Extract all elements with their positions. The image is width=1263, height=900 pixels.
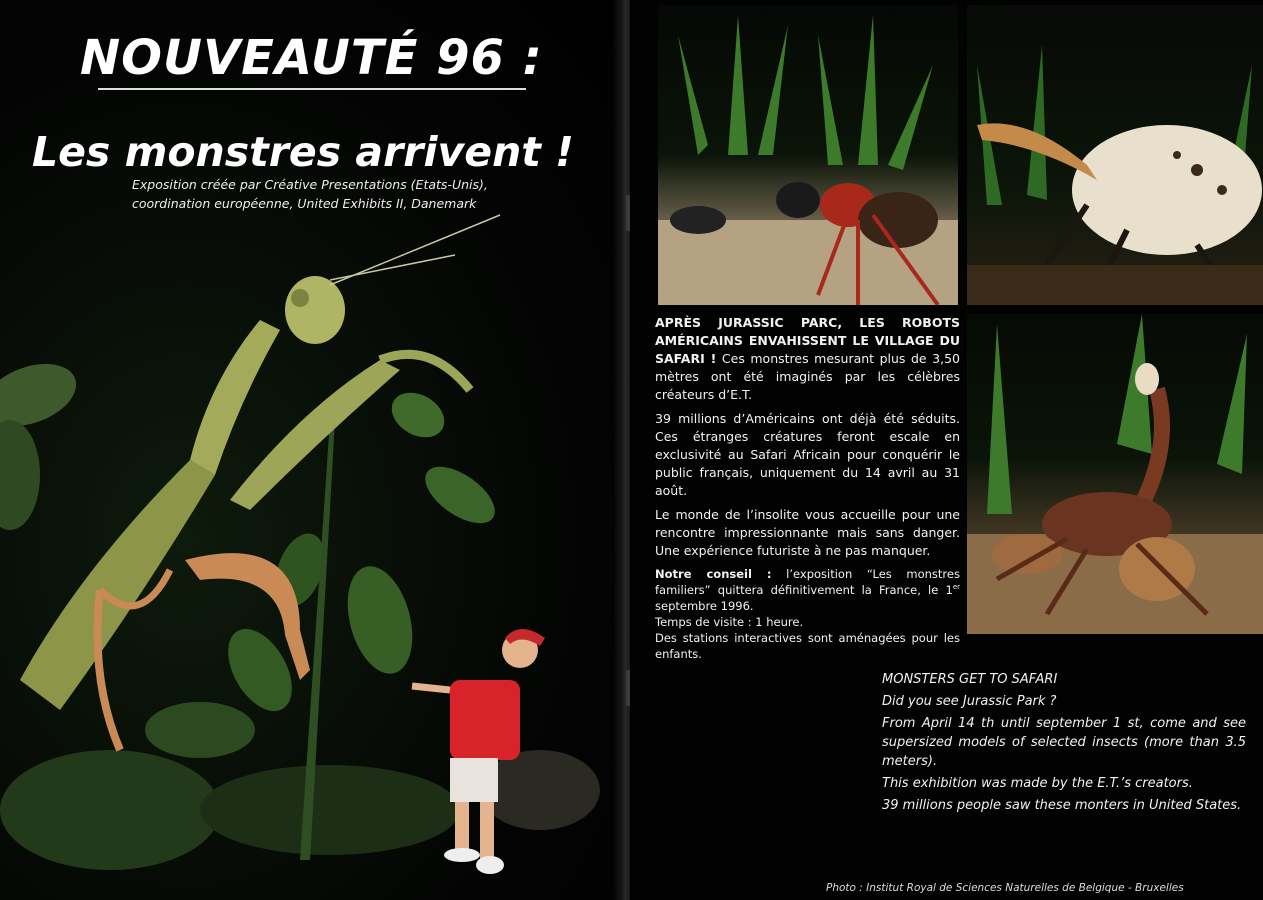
credit-line-2: coordination européenne, United Exhibits II, Danemark (132, 196, 477, 211)
headline: NOUVEAUTÉ 96 : (80, 30, 543, 86)
photo-credit: Photo : Institut Royal de Sciences Naturelles de Belgique - Bruxelles (826, 882, 1184, 894)
subheadline: Les monstres arrivent ! (32, 128, 574, 176)
headline-underline (98, 88, 526, 90)
french-lead-bold: APRÈS JURASSIC PARC, LES ROBOTS AMÉRICAINS ENVAHISSENT LE VILLAGE DU SAFARI ! (655, 315, 960, 366)
english-line-2: From April 14 th until september 1 st, come and see supersized models of selected insects (more than 3.5 meters). (882, 716, 1246, 769)
french-para-2: 39 millions d’Américains ont déjà été séduits. Ces étranges créatures feront escale en exclusivité au Safari Africain pour conquérir le public français, uniquement du 14 avril au 31 août. (655, 411, 960, 498)
french-conseil (655, 566, 960, 614)
stations-note: Des stations interactives sont aménagées pour les enfants. (655, 631, 960, 661)
english-line-1: Did you see Jurassic Park ? (882, 694, 1057, 709)
conseil-sup: er (952, 583, 960, 592)
conseil-text-a: l’exposition “Les monstres familiers” quittera définitivement la France, le 1 (655, 567, 960, 597)
french-article (655, 314, 960, 662)
scorpion-photo (967, 314, 1263, 634)
left-page (0, 0, 622, 900)
praying-mantis-illustration (0, 210, 620, 900)
exhibition-credit (132, 175, 488, 213)
ants-photo (658, 5, 958, 305)
scorpion-illustration (967, 314, 1263, 634)
english-summary (882, 670, 1246, 818)
english-line-4: 39 millions people saw these monters in United States. (882, 798, 1242, 813)
beetle-photo (967, 5, 1263, 305)
english-title: MONSTERS GET TO SAFARI (882, 672, 1058, 687)
conseil-label: Notre conseil : (655, 567, 772, 581)
beetle-illustration (967, 5, 1263, 305)
french-para-1 (655, 314, 960, 404)
conseil-text-b: septembre 1996. (655, 599, 754, 613)
ants-illustration (658, 5, 958, 305)
visit-time: Temps de visite : 1 heure. (655, 615, 804, 629)
french-advice (655, 566, 960, 662)
french-para-3: Le monde de l’insolite vous accueille pour une rencontre impressionnante mais sans danger. Une expérience futuriste à ne pas manquer. (655, 507, 960, 558)
english-line-3: This exhibition was made by the E.T.’s creators. (882, 776, 1193, 791)
credit-line-1: Exposition créée par Créative Presentations (Etats-Unis), (132, 177, 488, 192)
french-lead-rest: Ces monstres mesurant plus de 3,50 mètres ont été imaginés par les célèbres créateurs d’E.T. (655, 351, 960, 402)
